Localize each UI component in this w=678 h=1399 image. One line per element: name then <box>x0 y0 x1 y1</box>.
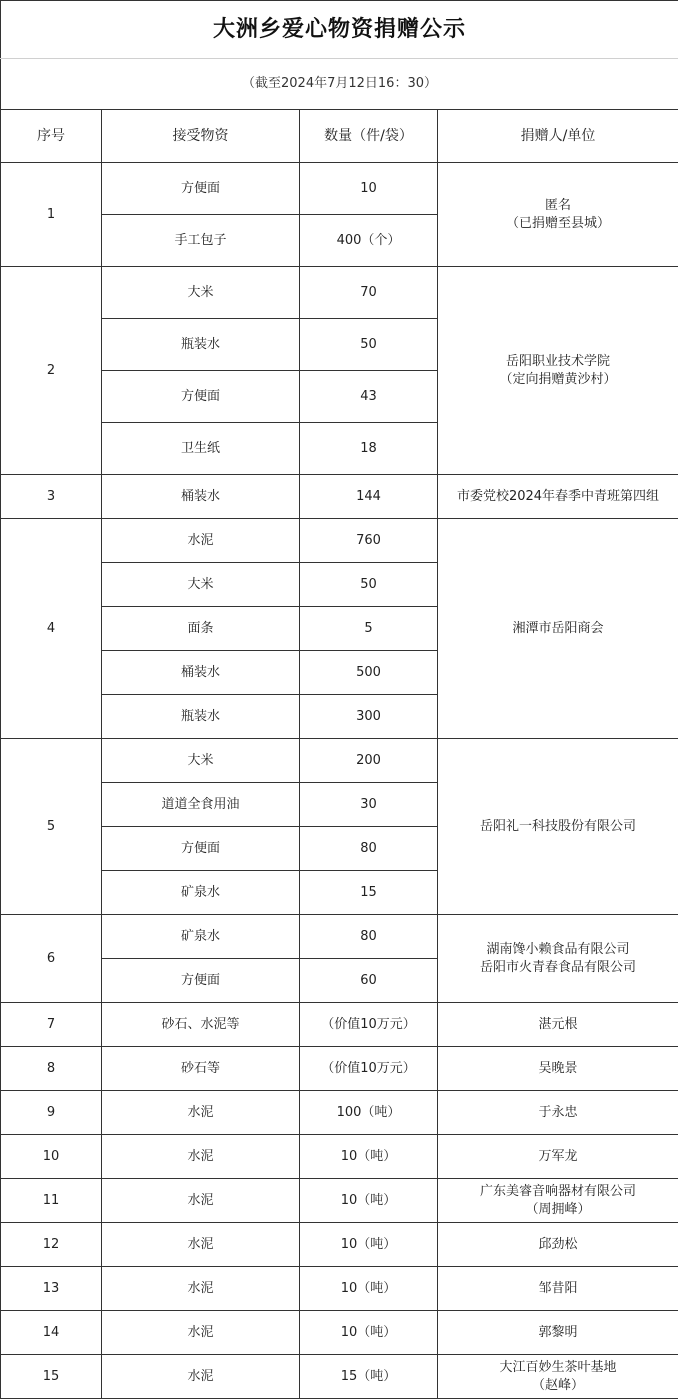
item-name: 水泥 <box>102 1267 300 1311</box>
item-qty: 60 <box>300 959 438 1003</box>
item-name: 水泥 <box>102 1223 300 1267</box>
table-row <box>1 1179 678 1223</box>
item-qty: 18 <box>300 423 438 475</box>
header-row <box>1 110 678 163</box>
donor-cell: 湘潭市岳阳商会 <box>438 519 678 739</box>
item-name: 砂石等 <box>102 1047 300 1091</box>
row-no: 2 <box>1 267 102 475</box>
table-row <box>1 1223 678 1267</box>
row-no: 14 <box>1 1311 102 1355</box>
item-qty: 144 <box>300 475 438 519</box>
row-no: 13 <box>1 1267 102 1311</box>
row-no: 10 <box>1 1135 102 1179</box>
header-qty: 数量（件/袋） <box>300 110 438 163</box>
item-qty: 15 <box>300 871 438 915</box>
item-qty: （价值10万元） <box>300 1003 438 1047</box>
table-row <box>1 1091 678 1135</box>
item-name: 桶装水 <box>102 651 300 695</box>
item-name: 方便面 <box>102 163 300 215</box>
item-name: 瓶装水 <box>102 695 300 739</box>
item-name: 手工包子 <box>102 215 300 267</box>
row-no: 5 <box>1 739 102 915</box>
header-item: 接受物资 <box>102 110 300 163</box>
header-donor: 捐赠人/单位 <box>438 110 678 163</box>
donor-cell: 邱劲松 <box>438 1223 678 1267</box>
donor-cell: 万军龙 <box>438 1135 678 1179</box>
donor-cell: 吴晚景 <box>438 1047 678 1091</box>
item-name: 大米 <box>102 563 300 607</box>
item-qty: 10（吨） <box>300 1311 438 1355</box>
row-no: 7 <box>1 1003 102 1047</box>
title-row <box>1 1 678 59</box>
table-row <box>1 739 678 783</box>
item-qty: 760 <box>300 519 438 563</box>
item-name: 水泥 <box>102 1091 300 1135</box>
item-qty: 300 <box>300 695 438 739</box>
item-qty: 43 <box>300 371 438 423</box>
item-name: 水泥 <box>102 1355 300 1399</box>
table-row <box>1 267 678 319</box>
item-name: 水泥 <box>102 1179 300 1223</box>
item-qty: 10（吨） <box>300 1267 438 1311</box>
table-row <box>1 475 678 519</box>
item-name: 桶装水 <box>102 475 300 519</box>
table-row <box>1 1003 678 1047</box>
donor-cell: 大江百妙生茶叶基地 （赵峰） <box>438 1355 678 1399</box>
item-qty: 70 <box>300 267 438 319</box>
item-name: 方便面 <box>102 959 300 1003</box>
item-qty: （价值10万元） <box>300 1047 438 1091</box>
item-name: 砂石、水泥等 <box>102 1003 300 1047</box>
page-title: 大洲乡爱心物资捐赠公示 <box>1 1 678 59</box>
donor-cell: 于永忠 <box>438 1091 678 1135</box>
table-row <box>1 1047 678 1091</box>
item-name: 道道全食用油 <box>102 783 300 827</box>
item-qty: 10（吨） <box>300 1223 438 1267</box>
donor-cell: 岳阳礼一科技股份有限公司 <box>438 739 678 915</box>
page-subtitle: （截至2024年7月12日16：30） <box>1 59 678 110</box>
donor-cell: 市委党校2024年春季中青班第四组 <box>438 475 678 519</box>
row-no: 11 <box>1 1179 102 1223</box>
item-qty: 80 <box>300 827 438 871</box>
item-name: 方便面 <box>102 827 300 871</box>
table-row <box>1 1355 678 1399</box>
item-qty: 50 <box>300 319 438 371</box>
donor-cell: 岳阳职业技术学院 （定向捐赠黄沙村） <box>438 267 678 475</box>
table-row <box>1 915 678 959</box>
table-row <box>1 519 678 563</box>
item-name: 面条 <box>102 607 300 651</box>
table-row <box>1 1267 678 1311</box>
row-no: 12 <box>1 1223 102 1267</box>
item-name: 水泥 <box>102 1311 300 1355</box>
donor-cell: 邹昔阳 <box>438 1267 678 1311</box>
item-qty: 100（吨） <box>300 1091 438 1135</box>
donor-cell: 匿名 （已捐赠至县城） <box>438 163 678 267</box>
row-no: 15 <box>1 1355 102 1399</box>
header-no: 序号 <box>1 110 102 163</box>
item-name: 卫生纸 <box>102 423 300 475</box>
item-qty: 50 <box>300 563 438 607</box>
item-qty: 30 <box>300 783 438 827</box>
row-no: 1 <box>1 163 102 267</box>
row-no: 3 <box>1 475 102 519</box>
row-no: 4 <box>1 519 102 739</box>
item-qty: 5 <box>300 607 438 651</box>
row-no: 6 <box>1 915 102 1003</box>
item-name: 矿泉水 <box>102 871 300 915</box>
table-row <box>1 1135 678 1179</box>
item-qty: 400（个） <box>300 215 438 267</box>
subtitle-row <box>1 59 678 110</box>
item-qty: 200 <box>300 739 438 783</box>
row-no: 9 <box>1 1091 102 1135</box>
donor-cell: 郭黎明 <box>438 1311 678 1355</box>
item-name: 矿泉水 <box>102 915 300 959</box>
item-name: 大米 <box>102 267 300 319</box>
item-qty: 10 <box>300 163 438 215</box>
item-qty: 10（吨） <box>300 1135 438 1179</box>
item-name: 大米 <box>102 739 300 783</box>
item-qty: 15（吨） <box>300 1355 438 1399</box>
table-row <box>1 1311 678 1355</box>
item-name: 水泥 <box>102 519 300 563</box>
item-name: 方便面 <box>102 371 300 423</box>
donor-cell: 湛元根 <box>438 1003 678 1047</box>
item-name: 水泥 <box>102 1135 300 1179</box>
donor-cell: 广东美睿音响器材有限公司 （周拥峰） <box>438 1179 678 1223</box>
table-row <box>1 163 678 215</box>
item-qty: 10（吨） <box>300 1179 438 1223</box>
donor-cell: 湖南馋小赖食品有限公司 岳阳市火青春食品有限公司 <box>438 915 678 1003</box>
item-qty: 80 <box>300 915 438 959</box>
item-qty: 500 <box>300 651 438 695</box>
item-name: 瓶装水 <box>102 319 300 371</box>
row-no: 8 <box>1 1047 102 1091</box>
